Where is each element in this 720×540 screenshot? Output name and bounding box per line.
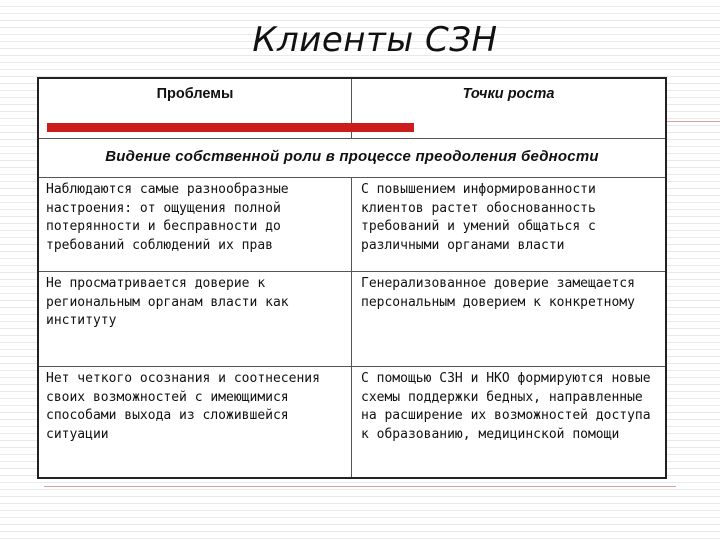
decorative-line — [660, 121, 720, 122]
growth-cell-3: С помощью СЗН и НКО формируются новые схемы поддержки бедных, направленные на расширение их возможностей доступа к образованию, медицинской помощи — [361, 371, 651, 442]
growth-cell-1: С повышением информированности клиентов растет обоснованность требований и умений общаться с различными органами власти — [352, 178, 665, 272]
problem-cell-1: Наблюдаются самые разнообразные настроения: от ощущения полной потерянности и бесправности до требований соблюдений их прав — [39, 178, 352, 272]
problem-cell-3: Нет четкого осознания и соотнесения своих возможностей с имеющимися способами выхода из сложившейся ситуации — [39, 367, 352, 477]
slide-title: Клиенты СЗН — [252, 20, 498, 60]
problem-cell-2: Не просматривается доверие к региональным органам власти как институту — [39, 272, 352, 367]
header-growth-points: Точки роста — [352, 79, 665, 139]
header-problems: Проблемы — [39, 79, 352, 139]
section-title: Видение собственной роли в процессе преодоления бедности — [39, 139, 665, 178]
growth-cell-2: Генерализованное доверие замещается персональным доверием к конкретному — [352, 272, 665, 367]
decorative-line-bottom — [44, 486, 676, 487]
comparison-table — [37, 77, 667, 479]
accent-bar — [47, 123, 414, 132]
